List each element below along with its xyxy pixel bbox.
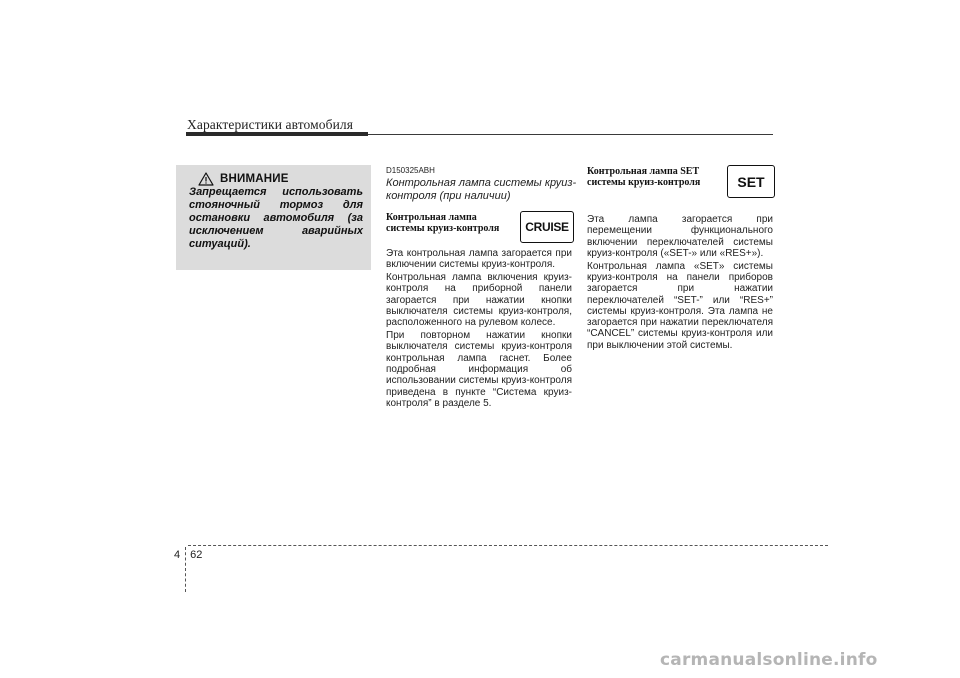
paragraph: Контрольная лампа «SET» системы круиз-контроля на панели приборов загорается при нажатии переключателей “SET-” или “RES+” системы круиз-контроля. Эта лампа не загорается при нажатии переключателя “CANCEL” системы круиз-контроля или при выключении этой системы. <box>587 260 773 351</box>
warning-title: ВНИМАНИЕ <box>220 173 289 185</box>
cruise-indicator-icon: CRUISE <box>520 211 574 243</box>
section-code: D150325ABH <box>386 166 435 175</box>
paragraph: Эта лампа загорается при перемещении функционального включении переключателей системы круиз-контроля («SET-» или «RES+»). <box>587 214 773 259</box>
chapter-number: 4 <box>174 549 181 561</box>
header-bar <box>186 132 368 136</box>
paragraph: Эта контрольная лампа загорается при включении системы круиз-контроля. <box>386 248 572 271</box>
page-number <box>174 549 202 561</box>
cruise-lamp-subtitle: Контрольная лампа системы круиз-контроля <box>386 212 500 234</box>
set-lamp-description <box>587 214 773 353</box>
paragraph: Контрольная лампа включения круиз-контроля на приборной панели загорается при нажатии кнопки выключателя системы круиз-контроля, расположенного на рулевом колесе. <box>386 272 572 329</box>
page-number-value: 62 <box>190 549 203 561</box>
section-title: Контрольная лампа системы круиз-контроля (при наличии) <box>386 177 577 202</box>
set-indicator-icon: SET <box>727 165 775 198</box>
warning-header <box>198 172 289 186</box>
watermark: carmanualsonline.info <box>660 650 878 670</box>
warning-triangle-icon <box>198 172 214 186</box>
header-rule <box>368 134 773 135</box>
set-lamp-subtitle: Контрольная лампа SET системы круиз-контроля <box>587 166 701 188</box>
paragraph: При повторном нажатии кнопки выключателя системы круиз-контроля контрольная лампа гаснет. Более подробная информация об использовании системы круиз-контроля приведена в пункте “Система круиз-контроля” в разделе 5. <box>386 330 572 409</box>
cruise-lamp-description <box>386 248 572 411</box>
warning-text: Запрещается использовать стояночный тормоз для остановки автомобиля (за исключением аварийных ситуаций). <box>189 186 363 250</box>
page-header-title: Характеристики автомобиля <box>187 117 354 132</box>
footer-rule <box>188 545 828 546</box>
